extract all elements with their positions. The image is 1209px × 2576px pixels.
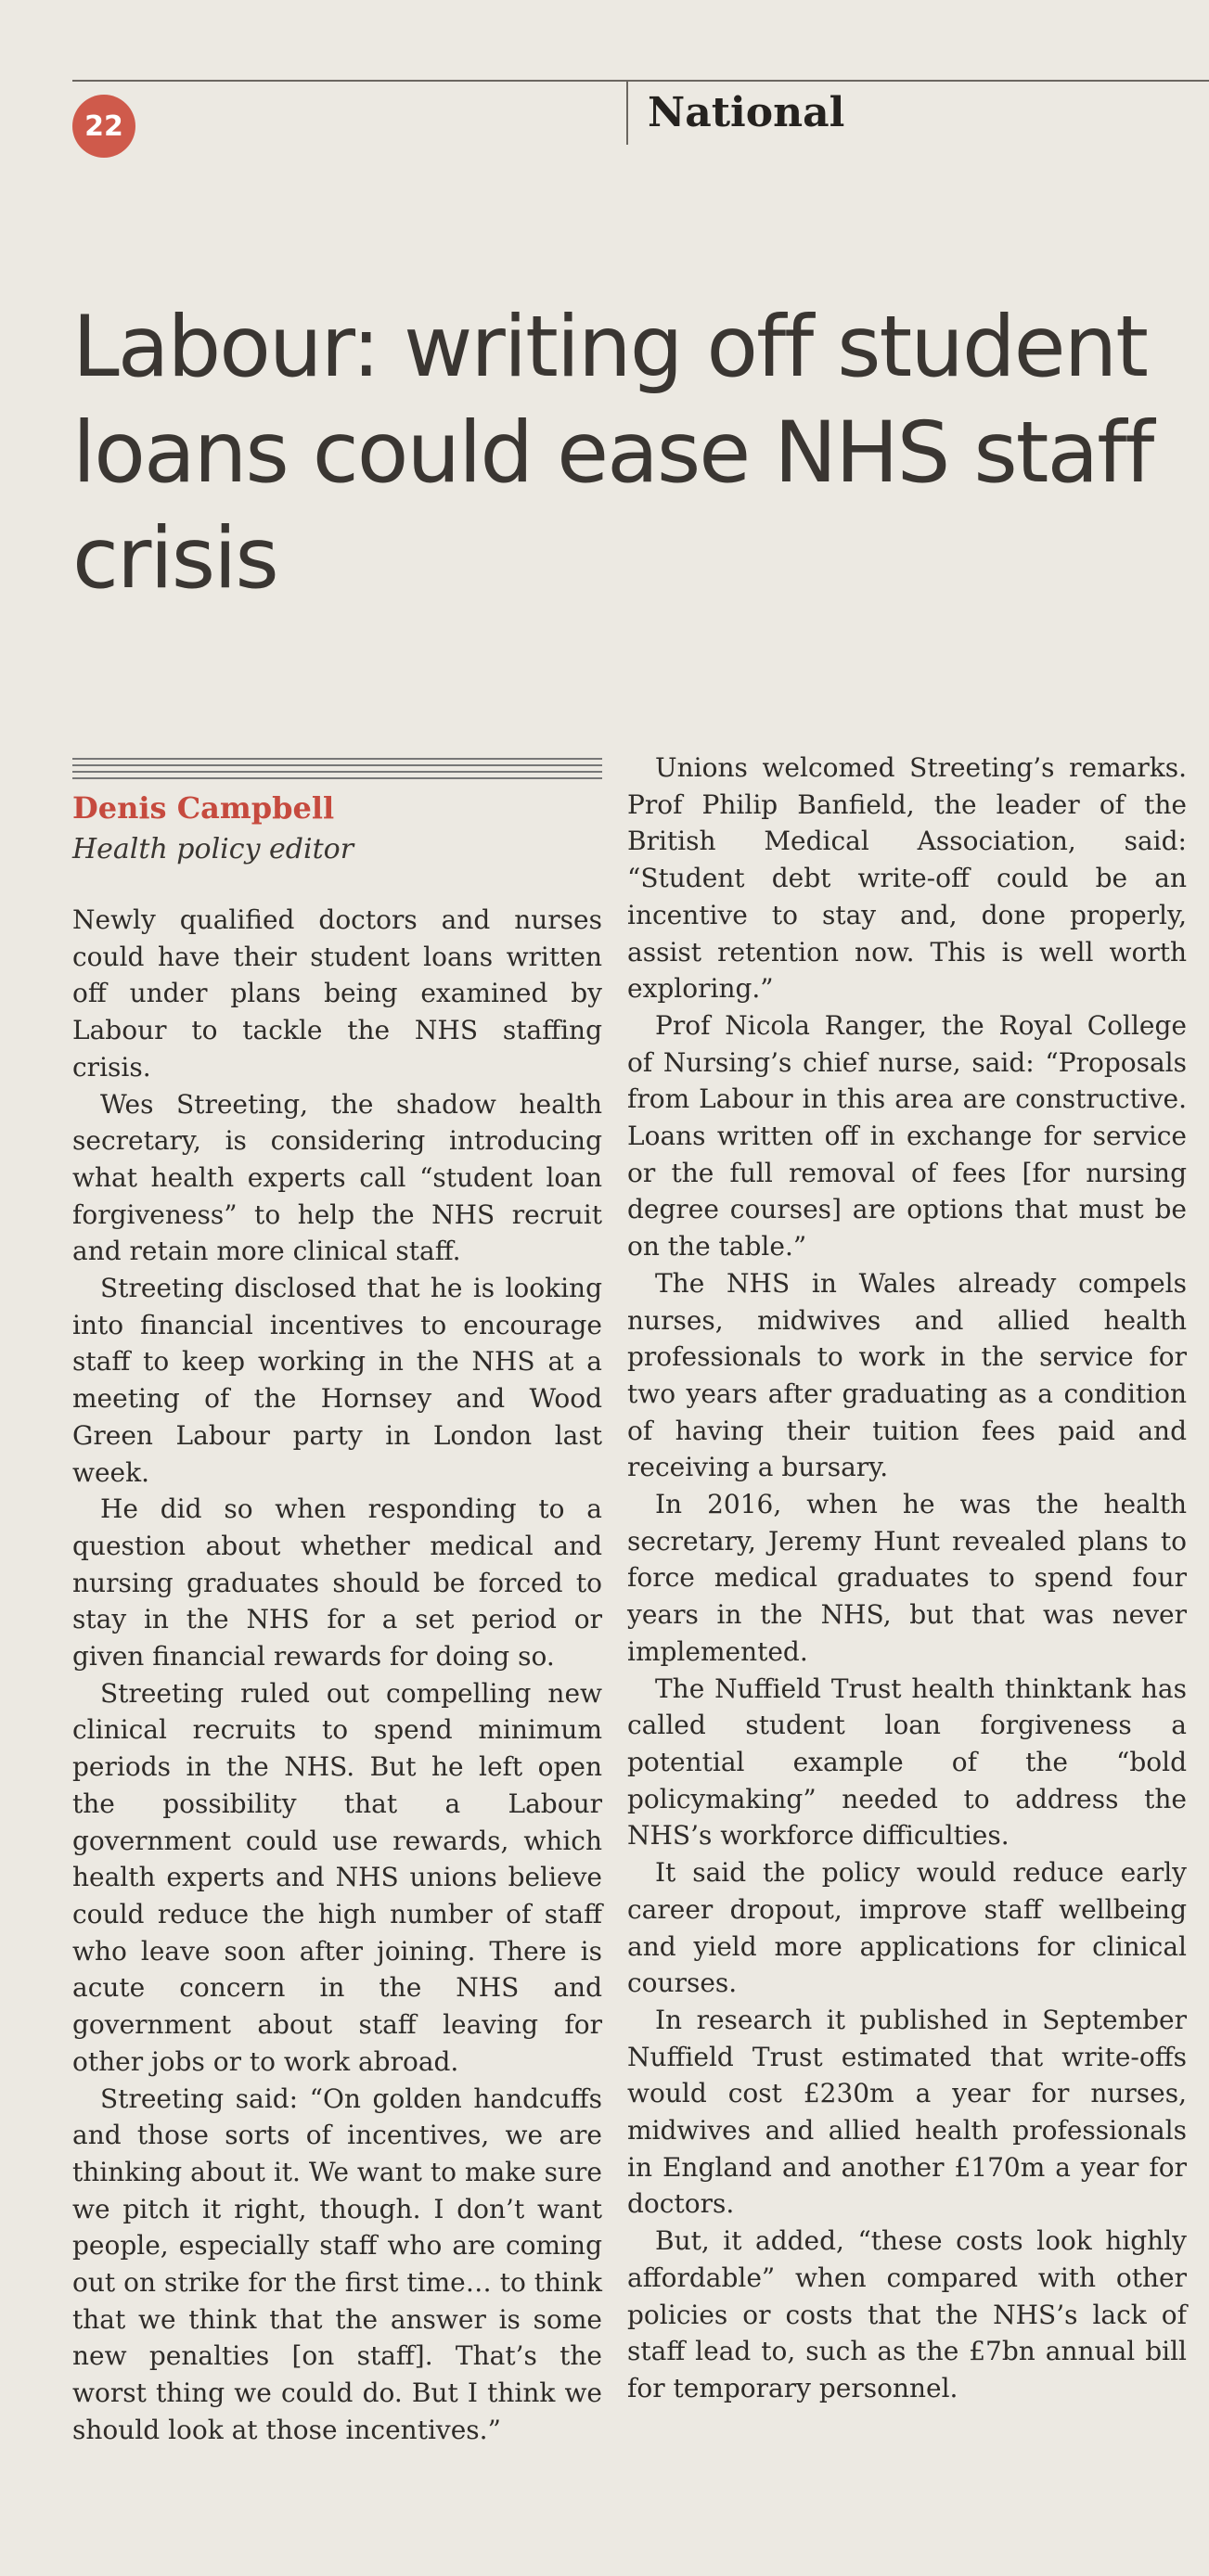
paragraph: In research it published in September Nuffield Trust estimated that write-offs would cost £230m a year for nurses, midwives and allied health professionals in England and another £170m a year for doctors. xyxy=(627,2004,1187,2220)
paragraph: Unions welcomed Streeting’s remarks. Prof Philip Banfield, the leader of the British Medical Association, said: “Student debt write-off could be an incentive to stay and, done properly, assist retention now. This is well worth exploring.” xyxy=(627,752,1187,1005)
article-column-right xyxy=(627,750,1187,2407)
page-number-badge: 22 xyxy=(72,95,135,158)
paragraph: Newly qualified doctors and nurses could have their student loans written off under plans being examined by Labour to tackle the NHS staffing crisis. xyxy=(72,904,602,1083)
paragraph: In 2016, when he was the health secretary, Jeremy Hunt revealed plans to force medical graduates to spend four years in the NHS, but that was never implemented. xyxy=(627,1489,1187,1667)
byline-role: Health policy editor xyxy=(72,833,354,865)
section-divider xyxy=(626,80,628,145)
paragraph: It said the policy would reduce early career dropout, improve staff wellbeing and yield more applications for clinical courses. xyxy=(627,1857,1187,1999)
article-column-left xyxy=(72,902,602,2449)
byline-rules xyxy=(72,758,602,784)
paragraph: Prof Nicola Ranger, the Royal College of Nursing’s chief nurse, said: “Proposals from Labour in this area are constructive. Loans written off in exchange for service or the full removal of fees [for nursing degree courses] are options that must be on the table.” xyxy=(627,1009,1187,1262)
paragraph: Streeting ruled out compelling new clinical recruits to spend minimum periods in the NHS. But he left open the possibility that a Labour government could use rewards, which health experts and NHS unions believe could reduce the high number of staff who leave soon after joining. There is acute concern in the NHS and government about staff leaving for other jobs or to work abroad. xyxy=(72,1677,602,2077)
paragraph: The Nuffield Trust health thinktank has called student loan forgiveness a potential example of the “bold policymaking” needed to address the NHS’s workforce difficulties. xyxy=(627,1672,1187,1852)
paragraph: Streeting disclosed that he is looking into financial incentives to encourage staff to keep working in the NHS at a meeting of the Hornsey and Wood Green Labour party in London last week. xyxy=(72,1273,602,1488)
paragraph: He did so when responding to a question about whether medical and nursing graduates should be forced to stay in the NHS for a set period or given financial rewards for doing so. xyxy=(72,1493,602,1672)
paragraph: The NHS in Wales already compels nurses, midwives and allied health professionals to work in the service for two years after graduating as a condition of having their tuition fees paid and receiving a bursary. xyxy=(627,1267,1187,1483)
headline: Labour: writing off student loans could ease NHS staff crisis xyxy=(72,299,1153,608)
paragraph: Wes Streeting, the shadow health secretary, is considering introducing what health experts call “student loan forgiveness” to help the NHS recruit and retain more clinical staff. xyxy=(72,1088,602,1267)
section-label: National xyxy=(648,89,845,136)
top-rule xyxy=(72,80,1209,82)
byline-author: Denis Campbell xyxy=(72,790,335,826)
paragraph: But, it added, “these costs look highly affordable” when compared with other policies or costs that the NHS’s lack of staff lead to, such as the £7bn annual bill for temporary personnel. xyxy=(627,2225,1187,2403)
paragraph: Streeting said: “On golden handcuffs and those sorts of incentives, we are thinking about it. We want to make sure we pitch it right, though. I don’t want people, especially staff who are coming out on strike for the first time… to think that we think that the answer is some new penalties [on staff]. That’s the worst thing we could do. But I think we should look at those incentives.” xyxy=(72,2083,602,2445)
